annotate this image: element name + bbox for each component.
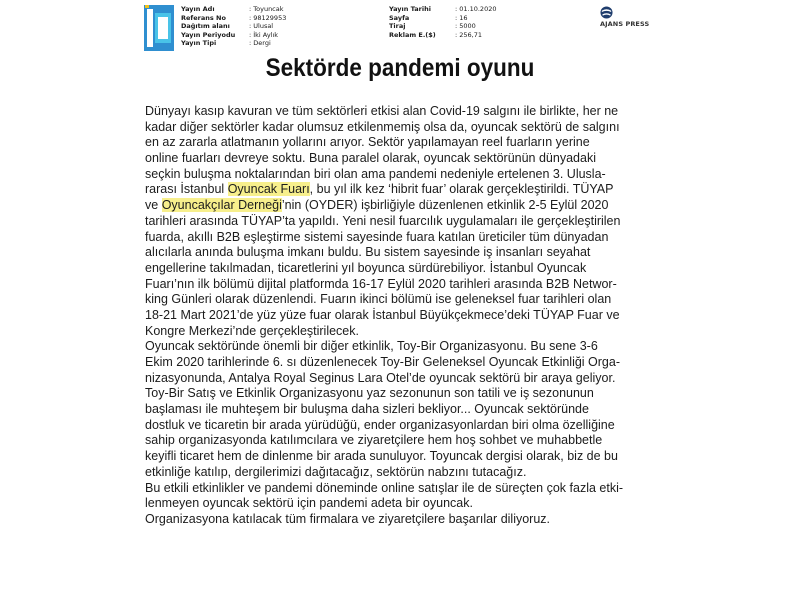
article-line: online fuarları devreye soktu. Buna paralel olarak, oyuncak sektörünün dünyadaki [145,151,596,166]
meta-row [389,31,496,40]
article-line: tarihleri arasında TÜYAP’ta yapıldı. Yeni nesil fuarcılık uygulamaları ile gerçekleştirilen [145,213,621,228]
article-line: başlaması ile muhteşem bir buluşma daha sizleri bekliyor... Oyuncak sektöründe [145,402,589,417]
ajans-press-logo [600,6,649,28]
article-line: fuarda, akıllı B2B eşleştirme sistemi sayesinde fuara katılan üreticiler tüm dünyadan [145,229,609,244]
article-line: engellerine takılmadan, ticaretlerini yıl boyunca sürdürebiliyor. İstanbul Oyuncak [145,260,587,275]
article-line [145,198,665,214]
article-line: Kongre Merkezi’nde gerçekleştirilecek. [145,323,359,338]
article-line: en az zararla atlatmanın yollarını arıyor. Sektör yapılamayan reel fuarların yerine [145,135,590,150]
meta-row [181,31,286,40]
meta-row [389,14,496,23]
article-line: sahip organizasyonda katılımcılara ve ziyaretçilere hem hoş sohbet ve muhabbetle [145,433,603,448]
meta-row [389,22,496,31]
line-text: ’nin (OYDER) işbirliğiyle düzenlenen etkinlik 2-5 Eylül 2020 [281,198,609,213]
meta-value: : 5000 [455,22,476,31]
highlighted-term: Oyuncakçılar Derneği [161,198,282,213]
meta-key: Sayfa [389,13,410,22]
article-line: lenmeyen oyuncak sektörü için pandemi adeta bir oyuncak. [145,496,473,511]
article-line: seçkin buluşma noktalarından biri olan ama pandemi nedeniyle ertelenen 3. Ulusla- [145,166,606,181]
meta-key: Yayın Adı [181,5,215,13]
article-line: Bu etkili etkinlikler ve pandemi döneminde online satışlar ile de süreçten çok fazla etki- [145,480,624,495]
article-line: dostluk ve ticaretin bir arada yürüdüğü, ender organizasyonlardan biri olma özelliğine [145,417,615,432]
meta-key: Referans No [181,13,226,22]
meta-value: : Ulusal [249,22,274,31]
article-line: keyifli ticaret hem de dinlenme bir arada sunuluyor. Toyuncak dergisi olarak, biz de bu [145,449,618,464]
article-line: kadar diğer sektörler kadar olumsuz etkilenmemiş olsa da, oyuncak sektörü de salgını [145,119,620,134]
article-line: Fuarı’nın ilk bölümü dijital platformda 16-17 Eylül 2020 tarihleri arasında B2B Networ- [145,276,617,291]
publication-info-left [181,5,286,48]
meta-value: : Toyuncak [249,5,284,13]
publication-logo [144,5,174,51]
meta-value: : 01.10.2020 [455,5,497,13]
brand-name: AJANS PRESS [600,20,650,28]
article-line: etkinliğe katılıp, dergilerimizi dağıtacağız, sektörün nabzını tutacağız. [145,464,527,479]
meta-value: : 16 [455,13,468,22]
meta-key: Yayın Tipi [181,39,217,48]
article-line: alıcılarla anında buluşma imkanı buldu. Bu sistem sayesinde iş insanları seyahat [145,245,591,260]
meta-row [181,39,286,48]
globe-icon [600,6,613,19]
publication-info-right [389,5,496,39]
line-text: ve [145,198,162,213]
article-line: king Günleri olarak düzenlendi. Fuarın ikinci bölümü ise geleneksel fuar tarihleri olan [145,292,612,307]
meta-value: : 98129953 [249,13,287,22]
line-text: , bu yıl ilk kez ‘hibrit fuar’ olarak gerçekleştirildi. TÜYAP [309,182,614,197]
article-line [145,182,665,198]
meta-key: Dağıtım alanı [181,22,230,31]
meta-key: Tiraj [389,22,406,31]
article-line: nizasyonunda, Antalya Royal Seginus Lara Otel’de oyuncak sektörü bir araya geliyor. [145,370,616,385]
meta-key: Reklam E.($) [389,30,436,39]
meta-row [181,22,286,31]
meta-value: : Dergi [249,39,271,48]
article-line: Oyuncak sektöründe önemli bir diğer etkinlik, Toy-Bir Organizasyonu. Bu sene 3-6 [145,339,598,354]
line-text: rarası İstanbul [145,182,228,197]
article-line: Toy-Bir Satış ve Etkinlik Organizasyonu yaz sezonunun son tatili ve iş sezonunun [145,386,594,401]
article-line: Ekim 2020 tarihlerinde 6. sı düzenlenecek Toy-Bir Geleneksel Oyuncak Etkinliği Orga- [145,355,620,369]
article-line: 18-21 Mart 2021’de yüz yüze fuar olarak İstanbul Büyükçekmece’deki TÜYAP Fuar ve [145,307,620,322]
article-headline: Sektörde pandemi oyunu [265,54,535,82]
highlighted-term: Oyuncak Fuarı [227,182,310,197]
meta-value: : İki Aylık [249,30,279,39]
article-body [145,104,665,528]
article-line: Dünyayı kasıp kavuran ve tüm sektörleri etkisi alan Covid-19 salgını ile birlikte, her ne [145,104,619,118]
meta-row [389,5,496,14]
meta-key: Yayın Periyodu [181,30,236,39]
meta-value: : 256,71 [455,30,482,39]
article-line: Organizasyona katılacak tüm firmalara ve ziyaretçilere başarılar diliyoruz. [145,511,551,526]
meta-row [181,14,286,23]
meta-key: Yayın Tarihi [389,5,431,13]
meta-row [181,5,286,14]
